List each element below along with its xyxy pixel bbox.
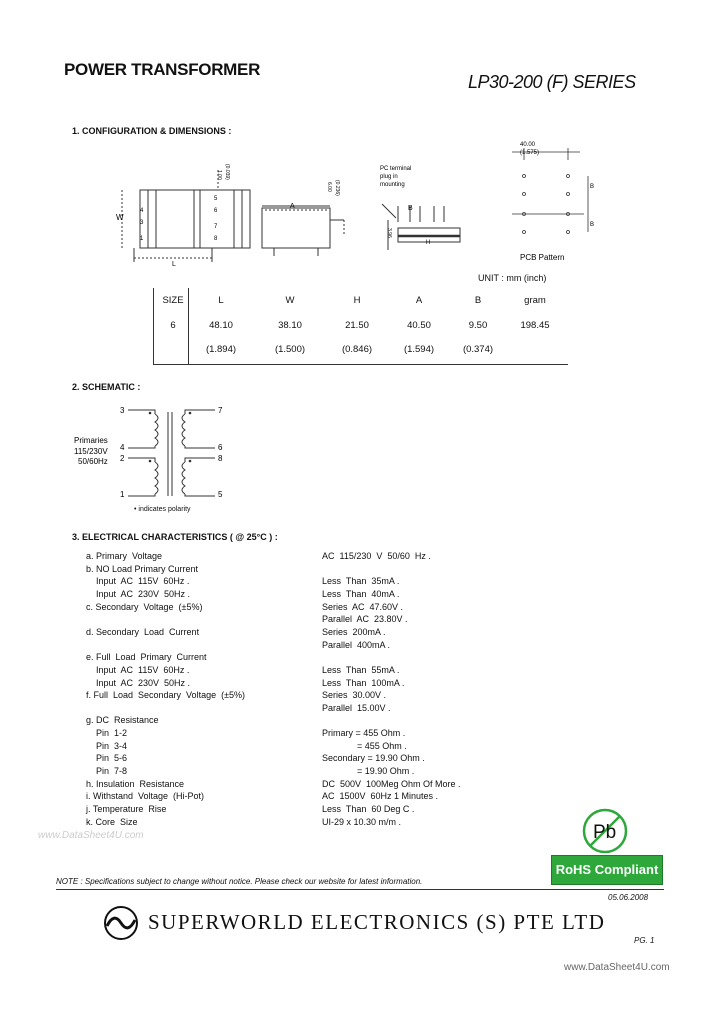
note-text: NOTE : Specifications subject to change without notice. Please check our website for latest information. (56, 877, 423, 886)
table-cell: (1.500) (274, 344, 306, 355)
table-cell: 40.50 (407, 320, 431, 331)
page-number: PG. 1 (634, 936, 655, 945)
polarity-note: • indicates polarity (134, 506, 191, 513)
dim-w-label: W (116, 213, 124, 222)
ec-value: Series AC 47.60V . (322, 601, 404, 612)
ec-label: Input AC 230V 50Hz . (86, 677, 191, 688)
watermark-bottom: www.DataSheet4U.com (564, 962, 670, 973)
ec-label: b. NO Load Primary Current (86, 563, 199, 574)
ec-label: Input AC 115V 60Hz . (86, 664, 190, 675)
schematic-pin: 2 (120, 454, 125, 463)
pc-terminal-label: PC terminal (380, 166, 412, 172)
table-cell: (1.594) (403, 344, 435, 355)
table-cell: 198.45 (520, 320, 550, 331)
ec-value: = 455 Ohm . (322, 740, 407, 751)
section-2-heading: 2. SCHEMATIC : (72, 382, 141, 392)
dim-a-label: A (290, 203, 295, 210)
dim-l-label: L (172, 261, 176, 268)
pcb-pattern-drawing (512, 148, 588, 234)
ec-value: = 19.90 Ohm . (322, 766, 415, 777)
series-name: LP30-200 (F) SERIES (468, 72, 636, 92)
ec-label: c. Secondary Voltage (±5%) (86, 601, 203, 612)
ec-label: Pin 3-4 (86, 740, 128, 751)
ec-value: Parallel AC 23.80V . (322, 614, 408, 625)
table-header: A (415, 295, 423, 306)
pc-terminal-label: mounting (380, 182, 405, 188)
table-cell: (1.894) (205, 344, 237, 355)
primaries-label: Primaries (74, 436, 108, 445)
ec-label: f. Full Load Secondary Voltage (±5%) (86, 690, 246, 701)
schematic-pin: 3 (120, 406, 125, 415)
ec-value: Primary = 455 Ohm . (322, 728, 406, 739)
ec-label: k. Core Size (86, 816, 138, 827)
dim-600-inch: (0.236) (334, 180, 340, 196)
transformer-windings (128, 410, 215, 496)
section-1-heading: 1. CONFIGURATION & DIMENSIONS : (72, 126, 232, 136)
polarity-dot (149, 460, 152, 463)
schematic-pin: 6 (218, 443, 223, 452)
dimension-drawings (100, 140, 620, 270)
table-cell: 6 (170, 320, 176, 331)
ec-value: AC 1500V 60Hz 1 Minutes . (322, 791, 439, 802)
ec-label: Input AC 115V 60Hz . (86, 576, 190, 587)
primaries-voltage: 115/230V (74, 447, 108, 456)
rohs-compliant-badge: RoHS Compliant (551, 855, 663, 885)
dim-396-label: 3.96 (386, 228, 392, 238)
dimensions-table (153, 288, 568, 364)
pin-number: 1 (140, 236, 144, 242)
document-title: POWER TRANSFORMER (64, 60, 261, 79)
company-name: SUPERWORLD ELECTRONICS (S) PTE LTD (148, 910, 606, 934)
dim-100-label: 1.00 (216, 170, 222, 180)
table-cell: (0.374) (462, 344, 494, 355)
table-cell: 21.50 (345, 320, 369, 331)
table-cell: 48.10 (209, 320, 233, 331)
dim-4000-label: 40.00 (520, 142, 536, 148)
ec-value: DC 500V 100Meg Ohm Of More . (322, 778, 461, 789)
pin-number: 8 (214, 236, 218, 242)
side-view-drawing (262, 206, 344, 256)
ec-label: a. Primary Voltage (86, 551, 163, 561)
ec-label: h. Insulation Resistance (86, 778, 185, 789)
ec-label: Pin 7-8 (86, 766, 128, 777)
unit-label: UNIT : mm (inch) (478, 273, 547, 283)
schematic-pin: 7 (218, 406, 223, 415)
ec-label: Pin 1-2 (86, 728, 128, 739)
schematic-pin: 8 (218, 454, 223, 463)
ec-label: j. Temperature Rise (86, 804, 167, 814)
pcb-b-label: B (590, 222, 595, 228)
company-logo (102, 904, 140, 942)
pcb-b-label: B (590, 184, 595, 190)
dim-h-label: H (426, 240, 431, 246)
table-header: W (285, 295, 295, 306)
table-header: B (474, 295, 482, 306)
terminal-detail-drawing (382, 204, 460, 250)
schematic-pin: 1 (120, 490, 125, 499)
polarity-dot (189, 412, 192, 415)
primaries-frequency: 50/60Hz (78, 457, 108, 466)
schematic-pin: 4 (120, 443, 125, 452)
dim-100-inch: (0.039) (224, 164, 230, 180)
table-cell: (0.846) (341, 344, 373, 355)
polarity-dot (189, 460, 192, 463)
pin-number: 7 (214, 224, 218, 230)
ec-value: UI-29 x 10.30 m/m . (322, 816, 402, 827)
schematic-pin: 5 (218, 490, 223, 499)
front-view-drawing (122, 170, 250, 262)
table-cell: 9.50 (468, 320, 488, 331)
table-header: L (218, 295, 224, 306)
dim-b-label: B (408, 205, 413, 212)
pcb-pattern-label: PCB Pattern (520, 253, 565, 262)
table-header: gram (524, 295, 546, 306)
table-header: SIZE (162, 295, 184, 306)
ec-label: i. Withstand Voltage (Hi-Pot) (86, 791, 205, 802)
ec-label: d. Secondary Load Current (86, 626, 200, 637)
polarity-dot (149, 412, 152, 415)
pc-terminal-label: plug in (380, 174, 398, 180)
dim-4000-inch: (1.575) (520, 150, 540, 156)
ec-label: Input AC 230V 50Hz . (86, 588, 191, 599)
ec-label: g. DC Resistance (86, 715, 159, 726)
pin-number: 3 (140, 220, 144, 226)
ec-value: Less Than 60 Deg C . (322, 804, 415, 814)
dim-600-label: 6.00 (326, 182, 332, 192)
section-3-heading: 3. ELECTRICAL CHARACTERISTICS ( @ 25°C ) : (72, 532, 278, 542)
pin-number: 5 (214, 196, 218, 202)
document-date: 05.06.2008 (608, 893, 649, 902)
ec-value: Less Than 40mA . (322, 588, 400, 599)
ec-value: Series 200mA . (322, 626, 386, 637)
watermark-left: www.DataSheet4U.com (38, 830, 144, 841)
pb-free-icon (580, 806, 630, 856)
ec-value: Parallel 400mA . (322, 639, 391, 650)
pin-number: 6 (214, 208, 218, 214)
ec-value: Less Than 100mA . (322, 677, 405, 688)
footer-rule (56, 889, 664, 890)
ec-label: Pin 5-6 (86, 753, 128, 764)
table-cell: 38.10 (278, 320, 302, 331)
pb-symbol: Pb (593, 822, 617, 843)
ec-value: Secondary = 19.90 Ohm . (322, 753, 425, 764)
ec-value: Parallel 15.00V . (322, 702, 391, 713)
table-border (153, 364, 568, 365)
ec-value: AC 115/230 V 50/60 Hz . (322, 551, 431, 561)
ec-value: Less Than 55mA . (322, 664, 400, 675)
ec-value: Series 30.00V . (322, 690, 387, 701)
pin-number: 4 (140, 208, 144, 214)
ec-label: e. Full Load Primary Current (86, 652, 207, 663)
schematic-diagram (70, 400, 250, 510)
table-header: H (353, 295, 361, 306)
ec-value: Less Than 35mA . (322, 576, 400, 587)
